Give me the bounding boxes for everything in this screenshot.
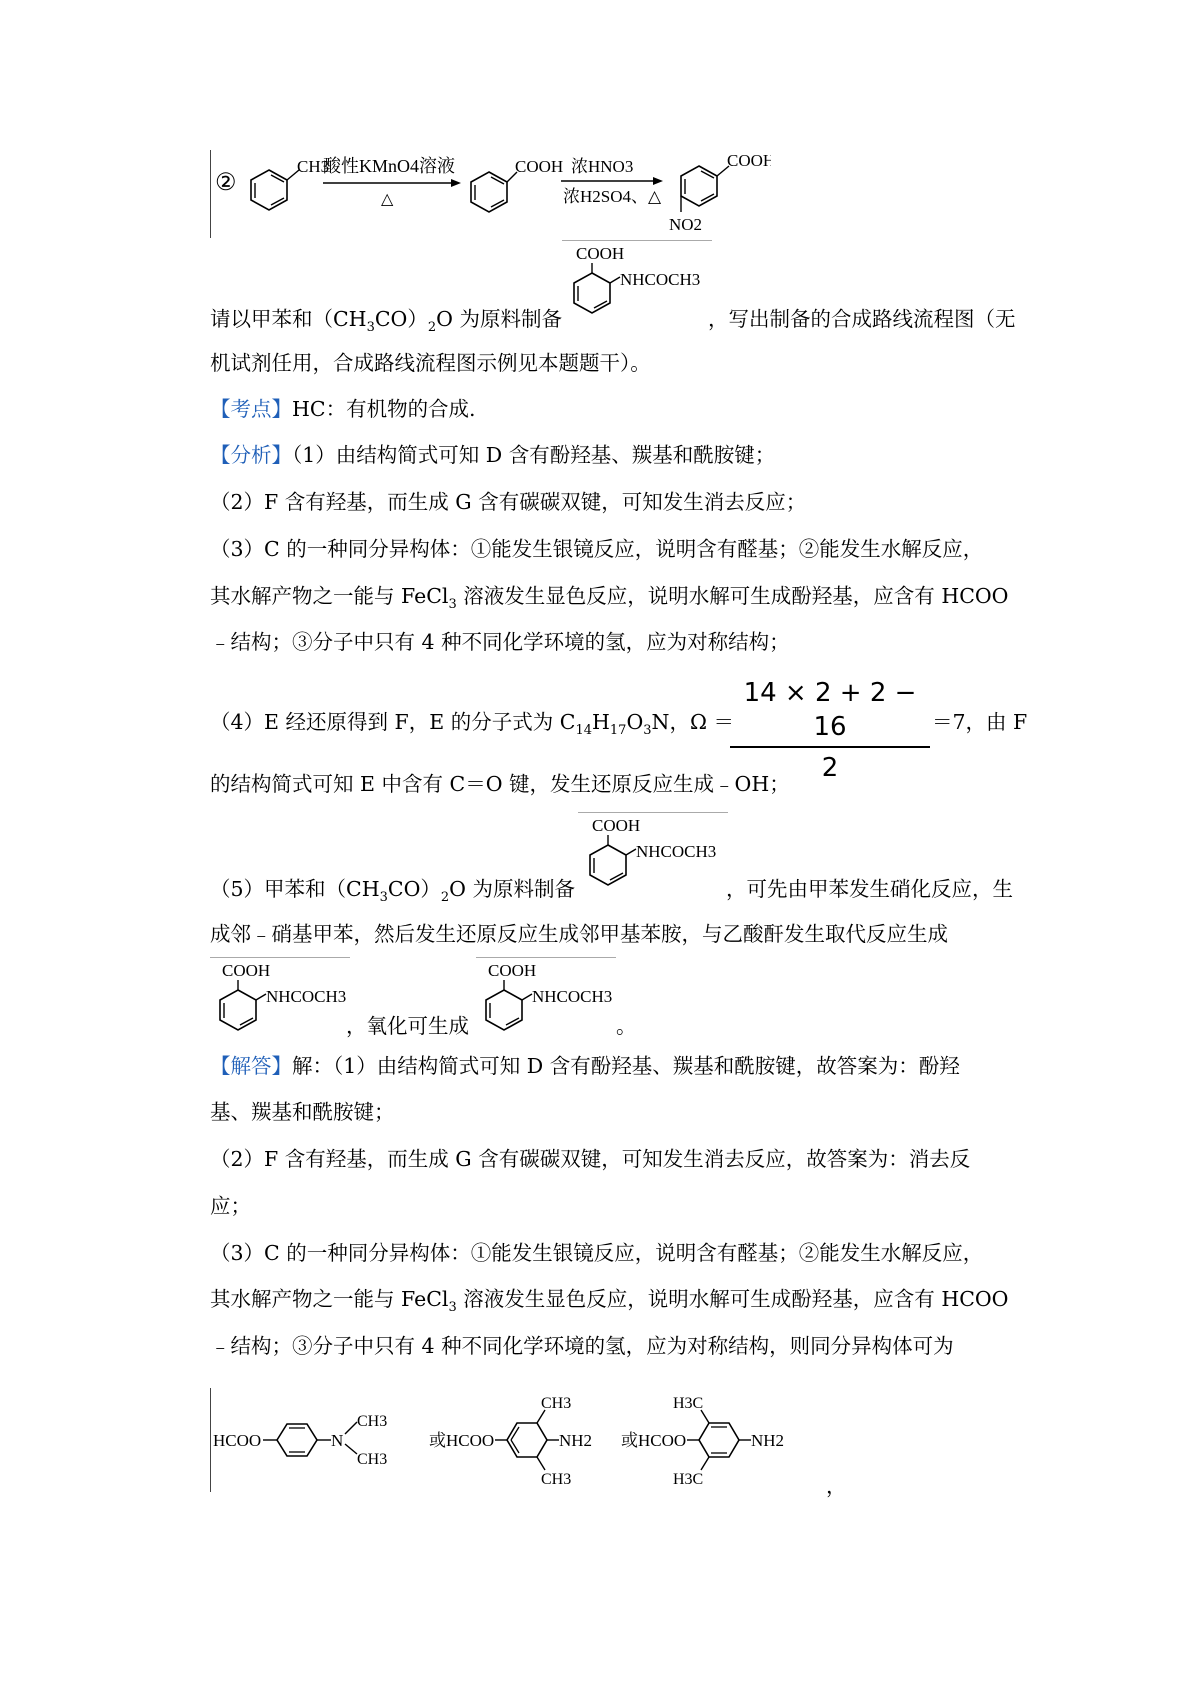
isomer1-n: N (331, 1431, 344, 1450)
question-line-2: 机试剂任用，合成路线流程图示例见本题题干）。 (210, 351, 651, 375)
kaodian-line: 【考点】HC：有机物的合成. (210, 397, 476, 421)
question-line-1: 请以甲苯和$(CH_3CO)_2O$ 为原料制备 (210, 307, 562, 335)
isomer1-ch3-bottom: CH3 (357, 1451, 388, 1468)
fenxi-target-molecule (578, 812, 728, 891)
isomer-tail-comma: ， (826, 1474, 847, 1498)
fenxi-line-7: 的结构简式可知 E 中含有 C＝O 键，发生还原反应生成﹣OH； (210, 772, 790, 796)
isomer3-nh2: NH2 (751, 1431, 785, 1450)
isomer-structures (210, 1388, 831, 1492)
reagent2-bottom: 浓H2SO4、△ (563, 187, 662, 206)
fenxi-line-5: ﹣结构；③分子中只有 4 种不同化学环境的氢，应为对称结构； (210, 630, 790, 654)
isomer3-h3c-top: H3C (673, 1395, 704, 1412)
isomer2-ch3-top: CH3 (541, 1395, 572, 1412)
product-amide: NHCOCH3 (532, 987, 613, 1006)
scheme-circled-number: ② (215, 170, 237, 196)
jieda-line-3: （2）F 含有羟基，而生成 G 含有碳碳双键，可知发生消去反应，故答案为：消去反 (210, 1147, 971, 1171)
isomer1-ring (277, 1424, 317, 1456)
jieda-tag: 【解答】 (210, 1054, 292, 1078)
fraction-numerator: 14 × 2 + 2 − 16 (743, 678, 917, 742)
jieda-line-6: 其水解产物之一能与 FeCl$_3$ 溶液发生显色反应，说明水解可生成酚羟基，应含有 HCOO (210, 1287, 1009, 1315)
omega-fraction (730, 676, 930, 784)
question-line-1-end: ，写出制备的合成路线流程图（无 (708, 307, 1016, 331)
fenxi-line-1: 【分析】（1）由结构简式可知 D 含有酚羟基、羰基和酰胺键； (210, 443, 776, 467)
fenxi-line-8: （5）甲苯和$(CH_3CO)_2O$ 为原料制备 (210, 877, 575, 905)
toluene-ch3-label: CH3 (297, 157, 330, 176)
reagent1-top: 酸性KMnO4溶液 (323, 156, 456, 176)
jieda-line-4: 应； (210, 1194, 251, 1218)
jieda-line-2: 基、羰基和酰胺键； (210, 1100, 395, 1124)
intermediate-cooh: COOH (222, 961, 271, 980)
fenxi-line-4: 其水解产物之一能与 FeCl$_3$ 溶液发生显色反应，说明水解可生成酚羟基，应含有 HCOO (210, 584, 1009, 612)
reagent1-bottom: △ (381, 191, 394, 208)
isomer3-ring (699, 1423, 739, 1457)
kaodian-tag: 【考点】 (210, 397, 292, 421)
target-amide: NHCOCH3 (620, 270, 701, 289)
jieda-line-7: ﹣结构；③分子中只有 4 种不同化学环境的氢，应为对称结构，则同分异构体可为 (210, 1334, 954, 1358)
target-cooh: COOH (576, 244, 625, 263)
isomer1-hcoo: HCOO (213, 1431, 262, 1450)
isomer3-h3c-bottom: H3C (673, 1471, 704, 1488)
fenxi-line-10-end: 。 (616, 1014, 637, 1038)
fenxi-tag: 【分析】 (210, 443, 292, 467)
fenxi-line-6-end: ＝7，由 F (932, 710, 1028, 734)
isomer2-hcoo: 或HCOO (429, 1431, 495, 1450)
intermediate-amide: NHCOCH3 (266, 987, 347, 1006)
scheme-2-drawing (211, 150, 771, 238)
nitrobenzoic-acid-cooh: COOH (727, 151, 771, 170)
target-molecule (562, 240, 712, 319)
intermediate-molecule (210, 957, 350, 1036)
fenxi-line-3: （3）C 的一种同分异构体：①能发生银镜反应，说明含有醛基；②能发生水解反应， (210, 537, 984, 561)
isomer3-hcoo: 或HCOO (621, 1431, 687, 1450)
fenxi-line-10-mid: ，氧化可生成 (346, 1014, 469, 1038)
fenxi-line-6: （4）E 经还原得到 F，E 的分子式为 $C_{14}H_{17}O_3N$，Ω ＝ (210, 710, 734, 738)
toluene-ring (251, 170, 287, 210)
isomer1-ch3-top: CH3 (357, 1413, 388, 1430)
fenxi-line-9: 成邻﹣硝基甲苯，然后发生还原反应生成邻甲基苯胺，与乙酸酐发生取代反应生成 (210, 922, 948, 946)
isomer2-ring (507, 1423, 547, 1457)
scheme-2 (210, 150, 771, 238)
product-molecule (476, 957, 616, 1036)
jieda-line-1: 【解答】解：（1）由结构简式可知 D 含有酚羟基、羰基和酰胺键，故答案为：酚羟 (210, 1054, 960, 1078)
product-cooh: COOH (488, 961, 537, 980)
benzoic-acid-cooh: COOH (515, 157, 564, 176)
isomer2-nh2: NH2 (559, 1431, 593, 1450)
nitro-group-label: NO2 (669, 215, 703, 234)
fenxi-target-cooh: COOH (592, 816, 641, 835)
fenxi-line-2: （2）F 含有羟基，而生成 G 含有碳碳双键，可知发生消去反应； (210, 490, 807, 514)
fraction-denominator: 2 (821, 753, 839, 783)
jieda-line-5: （3）C 的一种同分异构体：①能发生银镜反应，说明含有醛基；②能发生水解反应， (210, 1241, 984, 1265)
isomer2-ch3-bottom: CH3 (541, 1471, 572, 1488)
fenxi-target-amide: NHCOCH3 (636, 842, 717, 861)
reagent2-top: 浓HNO3 (571, 157, 634, 176)
fenxi-line-8-end: ，可先由甲苯发生硝化反应，生 (726, 877, 1013, 901)
benzoic-acid-ring (471, 172, 507, 212)
nitrobenzoic-acid-ring (681, 166, 717, 206)
